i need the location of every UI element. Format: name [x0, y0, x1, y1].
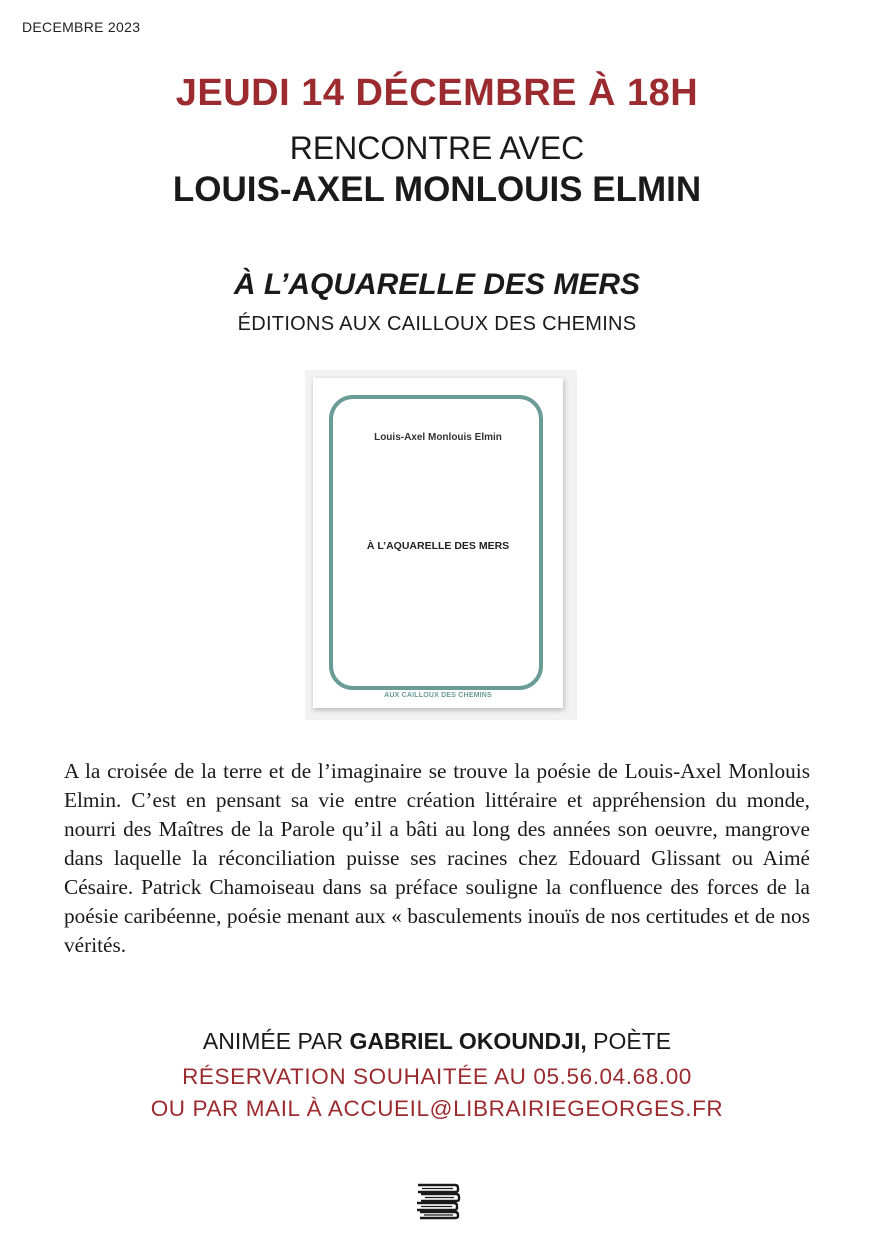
event-date: JEUDI 14 DÉCEMBRE À 18H: [175, 72, 699, 114]
host-line: [0, 1028, 874, 1055]
book-title: À L’AQUARELLE DES MERS: [233, 268, 641, 301]
cover-author: Louis-Axel Monlouis Elmin: [374, 432, 502, 443]
reservation-line: RÉSERVATION SOUHAITÉE AU 05.56.04.68.00: [182, 1064, 692, 1089]
host-prefix: ANIMÉE PAR: [202, 1028, 344, 1054]
host-role: POÈTE: [593, 1028, 672, 1054]
cover-publisher: [313, 684, 563, 702]
host-name: GABRIEL OKOUNDJI,: [349, 1028, 587, 1054]
event-intro: RENCONTRE AVEC: [289, 130, 585, 166]
month-label: DECEMBRE 2023: [22, 19, 141, 35]
book-description: A la croisée de la terre et de l’imaginaire se trouve la poésie de Louis-Axel Monlouis Elmin. C’est en pensant sa vie entre création littéraire et appréhension du monde, nourri des Maîtres de la Parole qu’il a bâti au long des années son oeuvre, mangrove dans laquelle la réconciliation puisse ses racines chez Edouard Glissant ou Aimé Césaire. Patrick Chamoiseau dans sa préface souligne la confluence des forces de la poésie caribéenne, poésie menant aux « basculements inouïs de nos certitudes et de nos vérités.: [64, 759, 810, 957]
mail-line: OU PAR MAIL À ACCUEIL@LIBRAIRIEGEORGES.FR: [150, 1096, 724, 1121]
event-author: LOUIS-AXEL MONLOUIS ELMIN: [172, 170, 702, 209]
book-publisher: ÉDITIONS AUX CAILLOUX DES CHEMINS: [237, 313, 637, 335]
book-cover: [313, 378, 563, 708]
stacked-books-icon: [413, 1180, 461, 1220]
cover-title: À L’AQUARELLE DES MERS: [366, 540, 510, 552]
cover-publisher-label: AUX CAILLOUX DES CHEMINS: [380, 692, 496, 699]
book-cover-image: [305, 370, 577, 720]
